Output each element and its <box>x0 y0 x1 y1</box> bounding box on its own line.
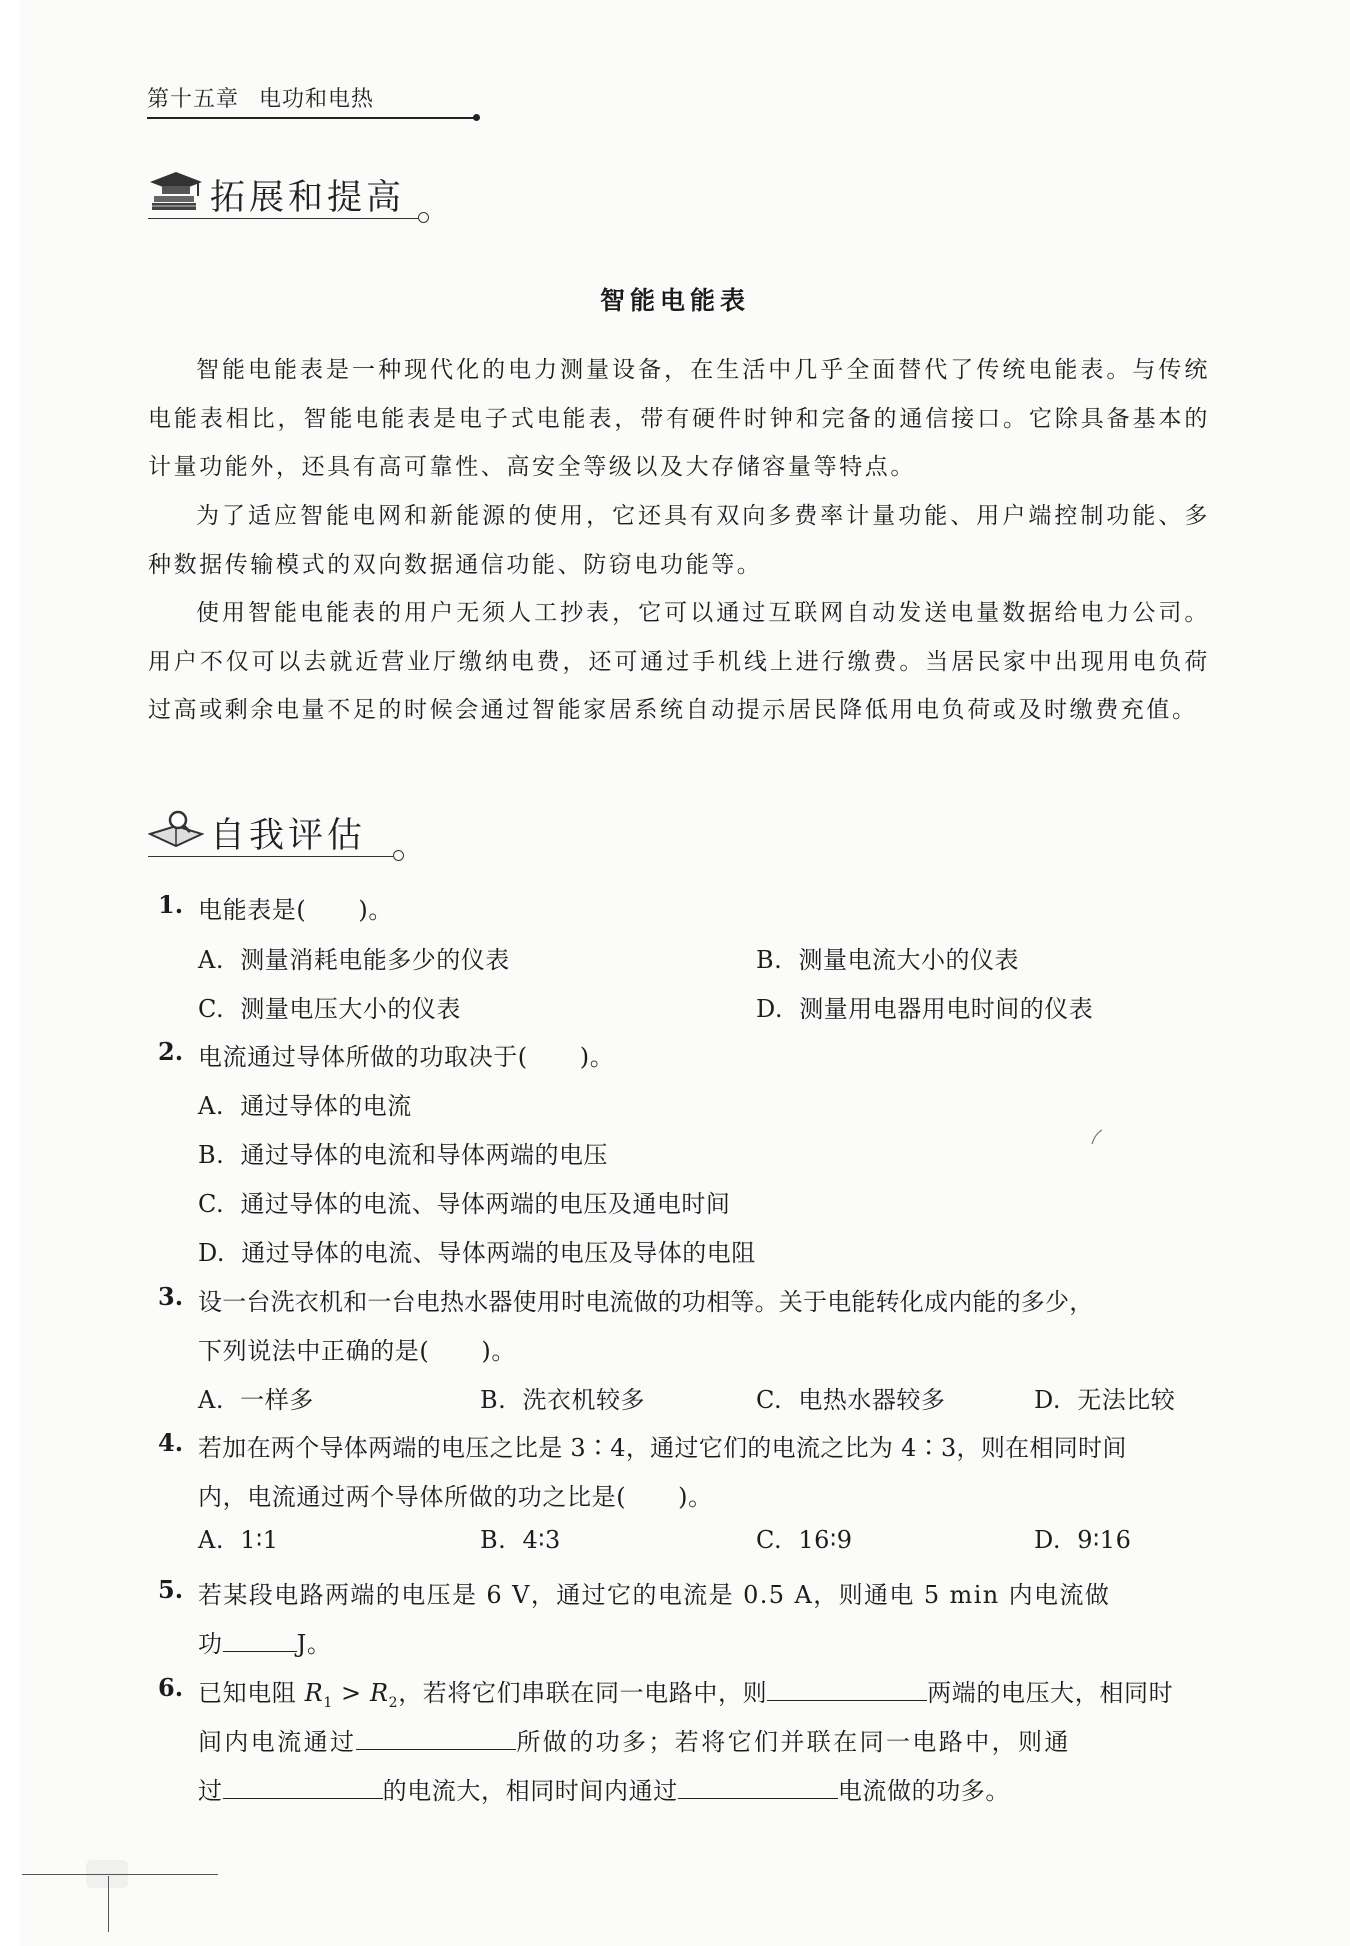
question-stem-line-2: 间内电流通过 所做的功多；若将它们并联在同一电路中，则通 <box>198 1722 1071 1757</box>
chapter-title: 电功和电热 <box>259 87 375 112</box>
article-paragraph-2: 为了适应智能电网和新能源的使用，它还具有双向多费率计量功能、用户端控制功能、多种数据传输模式的双向数据通信功能、防窃电功能等。 <box>148 503 1210 578</box>
option-b: B. 4∶3 <box>480 1526 561 1554</box>
question-stem-line-1: 已知电阻 $R_1 > R_2$，若将它们串联在同一电路中，则 两端的电压大，相同时 <box>198 1673 1173 1711</box>
option-c: C. 通过导体的电流、导体两端的电压及通电时间 <box>198 1190 731 1218</box>
pen-mark <box>1090 1128 1104 1146</box>
option-c: C. 电热水器较多 <box>756 1386 946 1414</box>
option-d: D. 9∶16 <box>1034 1526 1132 1554</box>
option-d: D. 测量用电器用电时间的仪表 <box>756 995 1094 1023</box>
option-a: A. 1∶1 <box>198 1526 279 1554</box>
section-title: 自我评估 <box>210 816 367 856</box>
option-b: B. 测量电流大小的仪表 <box>756 946 1020 974</box>
section-title: 拓展和提高 <box>210 178 406 218</box>
question-number: 5. <box>158 1575 184 1604</box>
question-number: 1. <box>158 890 184 919</box>
question-stem-line-2: 下列说法中正确的是( )。 <box>198 1337 516 1365</box>
question-number: 3. <box>158 1282 184 1311</box>
option-c: C. 测量电压大小的仪表 <box>198 995 461 1023</box>
footer-vertical-rule <box>108 1876 109 1932</box>
section-rule <box>148 218 418 219</box>
article-paragraph-3: 使用智能电能表的用户无须人工抄表，它可以通过互联网自动发送电量数据给电力公司。用户不仅可以去就近营业厅缴纳电费，还可通过手机线上进行缴费。当居民家中出现用电负荷过高或剩余电量不足的时候会通过智能家居系统自动提示居民降低用电负荷或及时缴费充值。 <box>148 600 1210 724</box>
question-number: 4. <box>158 1428 184 1457</box>
open-book-magnifier-icon <box>148 806 204 852</box>
chapter-header <box>147 82 374 113</box>
question-stem-line-3: 过 的电流大，相同时间内通过 电流做的功多。 <box>198 1771 1010 1806</box>
chapter-number: 第十五章 <box>147 87 240 112</box>
question-stem-line-1: 设一台洗衣机和一台电热水器使用时电流做的功相等。关于电能转化成内能的多少， <box>198 1288 1094 1316</box>
section-ring <box>393 850 404 861</box>
question-stem-line-1: 若某段电路两端的电压是 6 V，通过它的电流是 0.5 A，则通电 5 min 内电流做 <box>198 1581 1111 1609</box>
question-number: 6. <box>158 1673 184 1702</box>
option-a: A. 测量消耗电能多少的仪表 <box>198 946 510 974</box>
option-d: D. 无法比较 <box>1034 1386 1176 1414</box>
question-number: 2. <box>158 1037 184 1066</box>
answer-blank[interactable] <box>223 1627 297 1652</box>
article-paragraph-1: 智能电能表是一种现代化的电力测量设备，在生活中几乎全面替代了传统电能表。与传统电能表相比，智能电能表是电子式电能表，带有硬件时钟和完备的通信接口。它除具备基本的计量功能外，还具有高可靠性、高安全等级以及大存储容量等特点。 <box>148 357 1210 481</box>
question-stem-line-2: 内，电流通过两个导体所做的功之比是( )。 <box>198 1483 713 1511</box>
header-dot <box>473 114 480 121</box>
question-stem-line-1: 若加在两个导体两端的电压之比是 3∶4，通过它们的电流之比为 4∶3，则在相同时间 <box>198 1434 1127 1462</box>
footer-rule <box>22 1874 218 1875</box>
answer-blank[interactable] <box>678 1774 838 1799</box>
section-ring <box>418 212 429 223</box>
question-stem: 电流通过导体所做的功取决于( )。 <box>198 1043 615 1071</box>
answer-blank[interactable] <box>767 1676 927 1701</box>
option-b: B. 洗衣机较多 <box>480 1386 646 1414</box>
article-title: 智能电能表 <box>599 286 750 315</box>
option-d: D. 通过导体的电流、导体两端的电压及导体的电阻 <box>198 1239 756 1267</box>
answer-blank[interactable] <box>223 1774 383 1799</box>
option-b: B. 通过导体的电流和导体两端的电压 <box>198 1141 609 1169</box>
option-a: A. 一样多 <box>198 1386 314 1414</box>
question-stem: 电能表是( )。 <box>198 896 393 924</box>
option-c: C. 16∶9 <box>756 1526 853 1554</box>
graduation-cap-books-icon <box>148 168 204 214</box>
header-rule <box>147 117 477 119</box>
option-a: A. 通过导体的电流 <box>198 1092 412 1120</box>
question-stem-line-2: 功 J。 <box>198 1624 331 1659</box>
answer-blank[interactable] <box>356 1725 516 1750</box>
section-rule <box>148 856 393 857</box>
